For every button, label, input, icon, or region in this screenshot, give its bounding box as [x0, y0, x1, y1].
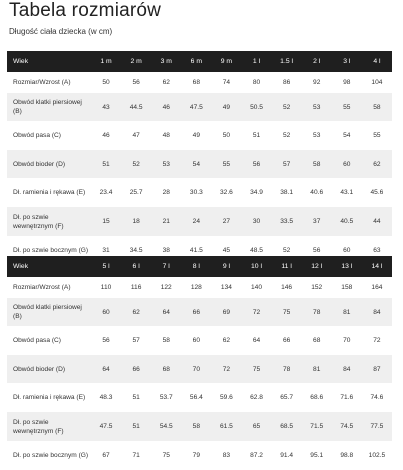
column-header: 13 l: [332, 256, 362, 277]
table-cell: 45: [211, 236, 241, 265]
column-header: 11 l: [272, 256, 302, 277]
row-label: Dł. po szwie wewnętrznym (F): [7, 207, 91, 236]
row-label: Obwód klatki piersiowej (B): [7, 93, 91, 121]
table-cell: 68: [181, 72, 211, 93]
table-row: [7, 277, 392, 298]
column-header: 3 m: [151, 51, 181, 72]
table-row: [7, 412, 392, 441]
table-row: [7, 383, 392, 412]
table-cell: 53: [302, 121, 332, 150]
table-cell: 74.6: [362, 383, 392, 412]
table-cell: 43.1: [332, 178, 362, 207]
row-label: Dł. ramienia i rękawa (E): [7, 383, 91, 412]
table-cell: 64: [241, 326, 271, 355]
row-label: Obwód pasa (C): [7, 121, 91, 150]
column-header: 12 l: [302, 256, 332, 277]
table-cell: 59.6: [211, 383, 241, 412]
table-cell: 62.8: [241, 383, 271, 412]
table-cell: 78: [302, 298, 332, 326]
table-cell: 53: [302, 93, 332, 121]
table-cell: 70: [181, 355, 211, 383]
table-cell: 51: [91, 150, 121, 178]
table-cell: 71.6: [332, 383, 362, 412]
column-header: 10 l: [241, 256, 271, 277]
table-row: [7, 207, 392, 236]
table-cell: 38: [151, 236, 181, 265]
table-cell: 98.8: [332, 441, 362, 470]
table-cell: 60: [332, 150, 362, 178]
table-cell: 62: [362, 150, 392, 178]
table-row: [7, 72, 392, 93]
row-label: Obwód pasa (C): [7, 326, 91, 355]
table-cell: 56: [241, 150, 271, 178]
page-subtitle: Długość ciała dziecka (w cm): [9, 27, 113, 36]
table-cell: 60: [332, 236, 362, 265]
table-cell: 77.5: [362, 412, 392, 441]
table-cell: 48.3: [91, 383, 121, 412]
table-cell: 74: [211, 72, 241, 93]
column-header: 6 m: [181, 51, 211, 72]
table-cell: 25.7: [121, 178, 151, 207]
table-cell: 60: [91, 298, 121, 326]
table-row: [7, 326, 392, 355]
table-cell: 104: [362, 72, 392, 93]
header-label-cell: Wiek: [7, 51, 91, 72]
table-cell: 48: [151, 121, 181, 150]
table-cell: 56: [302, 236, 332, 265]
column-header: 1.5 l: [272, 51, 302, 72]
row-label: Obwód bioder (D): [7, 150, 91, 178]
table-cell: 84: [332, 355, 362, 383]
table-header: [7, 256, 392, 277]
table-cell: 68.5: [272, 412, 302, 441]
table-cell: 58: [181, 412, 211, 441]
row-label: Obwód klatki piersiowej (B): [7, 298, 91, 326]
page-title: Tabela rozmiarów: [9, 0, 162, 21]
table-cell: 31: [91, 236, 121, 265]
table-cell: 69: [211, 298, 241, 326]
table-cell: 50.5: [241, 93, 271, 121]
column-header: 4 l: [362, 51, 392, 72]
table-cell: 75: [151, 441, 181, 470]
table-cell: 140: [241, 277, 271, 298]
header-row: [7, 256, 392, 277]
table-cell: 24: [181, 207, 211, 236]
table-cell: 15: [91, 207, 121, 236]
table-cell: 50: [91, 72, 121, 93]
table-row: [7, 298, 392, 326]
table-cell: 62: [211, 326, 241, 355]
table-cell: 30.3: [181, 178, 211, 207]
table-cell: 66: [121, 355, 151, 383]
table-cell: 56: [91, 326, 121, 355]
row-label: Dł. ramienia i rękawa (E): [7, 178, 91, 207]
table-cell: 92: [302, 72, 332, 93]
table-cell: 58: [302, 150, 332, 178]
table-cell: 79: [181, 441, 211, 470]
table-cell: 91.4: [272, 441, 302, 470]
header-row: [7, 51, 392, 72]
column-header: 2 l: [302, 51, 332, 72]
column-header: 9 m: [211, 51, 241, 72]
row-label: Rozmiar/Wzrost (A): [7, 72, 91, 93]
row-label: Dł. po szwie bocznym (G): [7, 236, 91, 265]
table-cell: 60: [181, 326, 211, 355]
table-cell: 84: [362, 298, 392, 326]
table-cell: 72: [241, 298, 271, 326]
table-cell: 86: [272, 72, 302, 93]
table-cell: 54: [332, 121, 362, 150]
table-row: [7, 441, 392, 470]
table-cell: 47.5: [91, 412, 121, 441]
table-cell: 33.5: [272, 207, 302, 236]
table-cell: 44: [362, 207, 392, 236]
table-cell: 40.6: [302, 178, 332, 207]
row-label: Obwód bioder (D): [7, 355, 91, 383]
table-cell: 64: [151, 298, 181, 326]
table-cell: 34.5: [121, 236, 151, 265]
table-cell: 98: [332, 72, 362, 93]
column-header: 14 l: [362, 256, 392, 277]
table-cell: 58: [362, 93, 392, 121]
table-header: [7, 51, 392, 72]
table-cell: 70: [332, 326, 362, 355]
column-header: 1 l: [241, 51, 271, 72]
table-body: [7, 72, 392, 265]
table-cell: 45.6: [362, 178, 392, 207]
table-cell: 110: [91, 277, 121, 298]
column-header: 7 l: [151, 256, 181, 277]
table-cell: 72: [211, 355, 241, 383]
table-cell: 56: [121, 72, 151, 93]
table-cell: 27: [211, 207, 241, 236]
table-cell: 75: [241, 355, 271, 383]
table-cell: 49: [211, 93, 241, 121]
table-cell: 49: [181, 121, 211, 150]
table-cell: 54: [181, 150, 211, 178]
table-cell: 55: [362, 121, 392, 150]
table-cell: 65: [241, 412, 271, 441]
row-label: Dł. po szwie bocznym (G): [7, 441, 91, 470]
table-cell: 55: [332, 93, 362, 121]
table-cell: 71: [121, 441, 151, 470]
table-row: [7, 355, 392, 383]
table-cell: 47.5: [181, 93, 211, 121]
table-cell: 71.5: [302, 412, 332, 441]
table-cell: 164: [362, 277, 392, 298]
table-cell: 46: [151, 93, 181, 121]
table-body: [7, 277, 392, 470]
table-cell: 55: [211, 150, 241, 178]
table-cell: 57: [272, 150, 302, 178]
column-header: 6 l: [121, 256, 151, 277]
table-cell: 81: [332, 298, 362, 326]
column-header: 3 l: [332, 51, 362, 72]
table-cell: 64: [91, 355, 121, 383]
table-cell: 128: [181, 277, 211, 298]
table-cell: 40.5: [332, 207, 362, 236]
table-cell: 28: [151, 178, 181, 207]
table-cell: 158: [332, 277, 362, 298]
table-cell: 52: [121, 150, 151, 178]
column-header: 8 l: [181, 256, 211, 277]
table-cell: 46: [91, 121, 121, 150]
table-cell: 37: [302, 207, 332, 236]
table-cell: 21: [151, 207, 181, 236]
table-cell: 41.5: [181, 236, 211, 265]
table-cell: 87.2: [241, 441, 271, 470]
table-cell: 38.1: [272, 178, 302, 207]
table-cell: 81: [302, 355, 332, 383]
column-header: 9 l: [211, 256, 241, 277]
table-cell: 57: [121, 326, 151, 355]
table-row: [7, 93, 392, 121]
table-cell: 18: [121, 207, 151, 236]
table-cell: 66: [181, 298, 211, 326]
table-cell: 43: [91, 93, 121, 121]
table-cell: 54.5: [151, 412, 181, 441]
table-cell: 67: [91, 441, 121, 470]
table-cell: 87: [362, 355, 392, 383]
table-row: [7, 178, 392, 207]
table-cell: 116: [121, 277, 151, 298]
table-cell: 62: [121, 298, 151, 326]
table-cell: 95.1: [302, 441, 332, 470]
column-header: 5 l: [91, 256, 121, 277]
table-cell: 134: [211, 277, 241, 298]
table-cell: 75: [272, 298, 302, 326]
table-cell: 68: [151, 355, 181, 383]
table-row: [7, 150, 392, 178]
column-header: 1 m: [91, 51, 121, 72]
table-cell: 50: [211, 121, 241, 150]
table-cell: 66: [272, 326, 302, 355]
table-cell: 102.5: [362, 441, 392, 470]
table-cell: 152: [302, 277, 332, 298]
table-cell: 52: [272, 93, 302, 121]
table-cell: 23.4: [91, 178, 121, 207]
table-cell: 122: [151, 277, 181, 298]
table-cell: 51: [121, 383, 151, 412]
table-cell: 68.6: [302, 383, 332, 412]
table-cell: 62: [151, 72, 181, 93]
table-cell: 74.5: [332, 412, 362, 441]
table-cell: 68: [302, 326, 332, 355]
table-cell: 34.9: [241, 178, 271, 207]
table-cell: 65.7: [272, 383, 302, 412]
table-cell: 56.4: [181, 383, 211, 412]
size-table-infant: [7, 51, 392, 265]
table-cell: 72: [362, 326, 392, 355]
size-table-child: [7, 256, 392, 470]
row-label: Rozmiar/Wzrost (A): [7, 277, 91, 298]
table-cell: 30: [241, 207, 271, 236]
table-cell: 53: [151, 150, 181, 178]
table-row: [7, 121, 392, 150]
table-cell: 61.5: [211, 412, 241, 441]
table-cell: 78: [272, 355, 302, 383]
row-label: Dł. po szwie wewnętrznym (F): [7, 412, 91, 441]
header-label-cell: Wiek: [7, 256, 91, 277]
table-cell: 146: [272, 277, 302, 298]
table-cell: 51: [121, 412, 151, 441]
column-header: 2 m: [121, 51, 151, 72]
table-cell: 83: [211, 441, 241, 470]
table-cell: 47: [121, 121, 151, 150]
table-cell: 48.5: [241, 236, 271, 265]
table-cell: 53.7: [151, 383, 181, 412]
table-cell: 44.5: [121, 93, 151, 121]
table-cell: 51: [241, 121, 271, 150]
table-cell: 32.6: [211, 178, 241, 207]
table-cell: 52: [272, 236, 302, 265]
table-cell: 63: [362, 236, 392, 265]
table-cell: 80: [241, 72, 271, 93]
table-cell: 58: [151, 326, 181, 355]
table-cell: 52: [272, 121, 302, 150]
